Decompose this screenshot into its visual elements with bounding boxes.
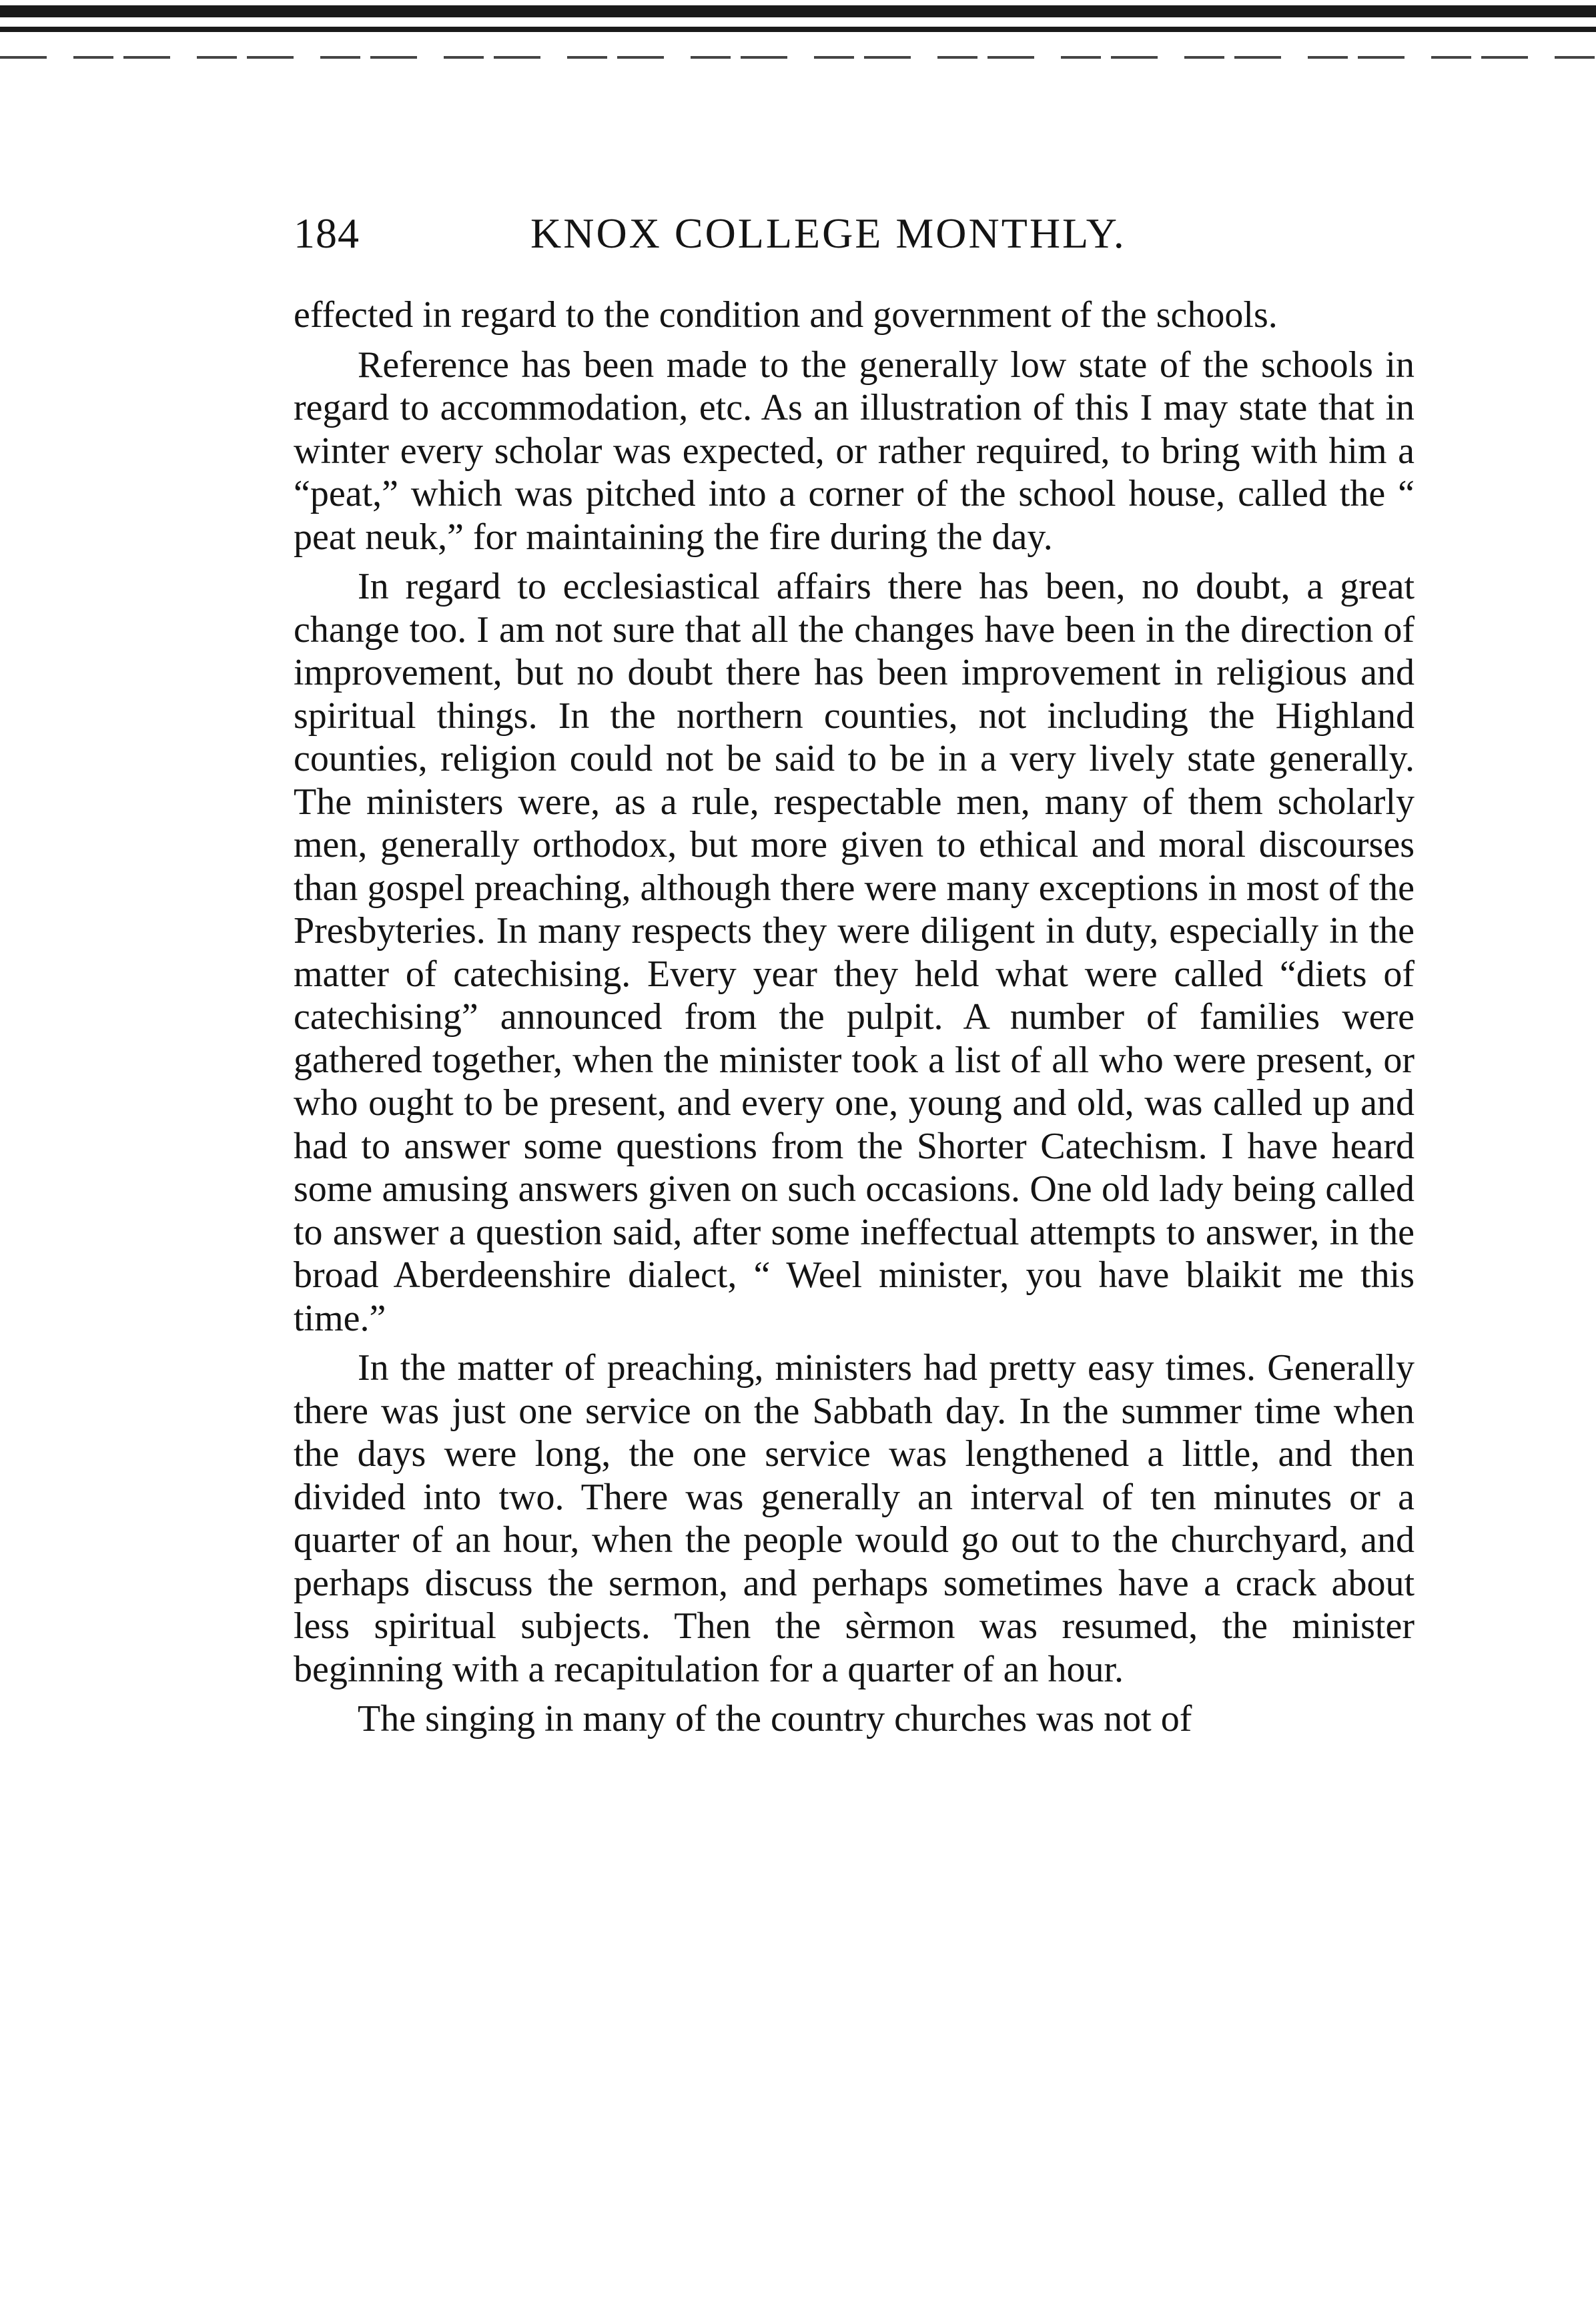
body-text	[294, 294, 1415, 1741]
paragraph-continued: effected in regard to the condition and government of the schools.	[294, 294, 1278, 336]
running-header	[294, 204, 1415, 264]
top-border-rule	[0, 5, 1596, 17]
paragraph-preaching: In the matter of preaching, ministers had pretty easy times. Generally there was just one service on the Sabbath day. In the summer time when the days were long, the one service was lengthened a little, and then divided into two. There was generally an interval of ten minutes or a quarter of an hour, when the people would go out to the churchyard, and perhaps discuss the sermon, and perhaps sometimes have a crack about less spiritual subjects. Then the sèrmon was resumed, the minister beginning with a recapitulation for a quarter of an hour.	[294, 1347, 1415, 1690]
paragraph-accommodation: Reference has been made to the generally low state of the schools in regard to accommodation, etc. As an illustration of this I may state that in winter every scholar was expected, or rather required, to bring with him a “peat,” which was pitched into a corner of the school house, called the “ peat neuk,” for maintaining the fire during the day.	[294, 344, 1415, 558]
paragraph-ecclesiastical: In regard to ecclesiastical affairs there has been, no doubt, a great change too. I am not sure that all the changes have been in the direction of improvement, but no doubt there has been improvement in religious and spiritual things. In the northern counties, not including the Highland counties, religion could not be said to be in a very lively state generally. The ministers were, as a rule, respectable men, many of them scholarly men, generally orthodox, but more given to ethical and moral discourses than gospel preaching, although there were many exceptions in most of the Presbyteries. In many respects they were diligent in duty, especially in the matter of catechising. Every year they held what were called “diets of catechising” announced from the pulpit. A number of families were gathered together, when the minister took a list of all who were present, or who ought to be present, and every one, young and old, was called up and had to answer some questions from the Shorter Catechism. I have heard some amusing answers given on such occasions. One old lady being called to answer a question said, after some ineffectual attempts to answer, in the broad Aberdeenshire dialect, “ Weel minister, you have blaikit me this time.”	[294, 566, 1415, 1339]
running-title: KNOX COLLEGE MONTHLY.	[530, 210, 1126, 257]
page-number: 184	[294, 210, 360, 257]
top-border-rule-thin	[0, 27, 1596, 32]
paragraph-singing: The singing in many of the country churches was not of	[358, 1698, 1192, 1740]
top-dashed-rule	[0, 56, 1596, 59]
